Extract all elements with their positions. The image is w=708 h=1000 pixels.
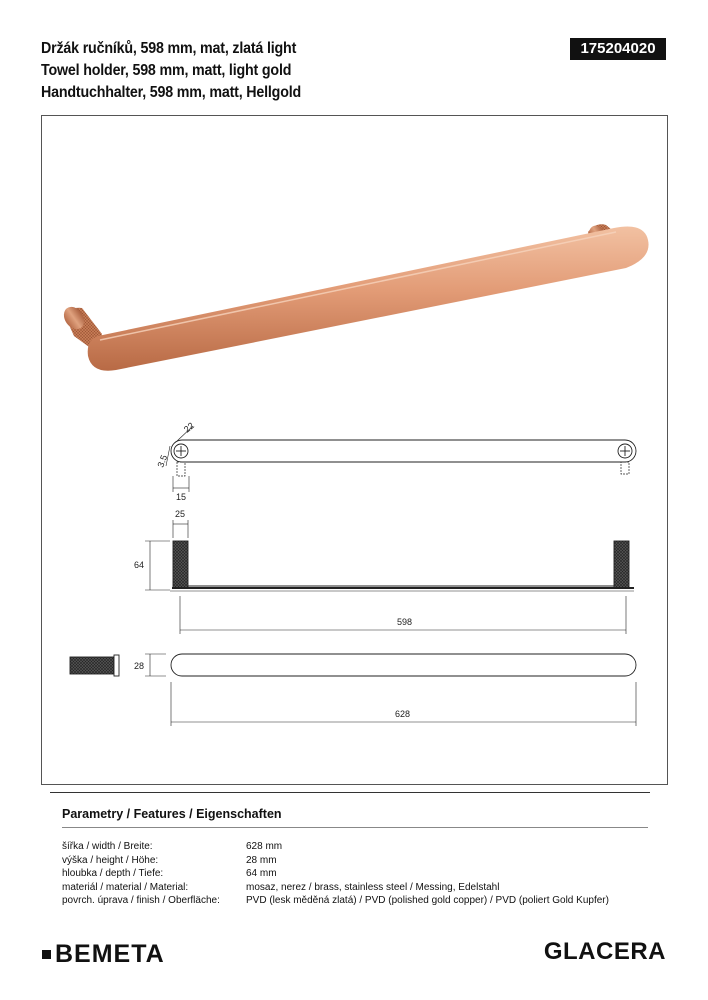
- param-value: 628 mm: [246, 841, 283, 852]
- title-english: Towel holder, 598 mm, matt, light gold: [41, 62, 292, 79]
- plan-view-drawing: [70, 654, 636, 726]
- param-label: hloubka / depth / Tiefe:: [62, 868, 164, 880]
- product-code-badge: 175204020: [570, 38, 666, 60]
- param-value: 64 mm: [246, 868, 277, 880]
- product-image: [60, 222, 649, 370]
- title-czech: Držák ručníků, 598 mm, mat, zlatá light: [41, 40, 297, 57]
- side-view-drawing: [145, 520, 634, 634]
- param-row: [62, 881, 609, 895]
- parameters-title: Parametry / Features / Eigenschaften: [62, 807, 282, 821]
- param-row: [62, 894, 609, 908]
- title-german: Handtuchhalter, 598 mm, matt, Hellgold: [41, 84, 302, 101]
- param-row: [62, 854, 609, 868]
- param-value: PVD (lesk měděná zlatá) / PVD (polished gold copper) / PVD (poliert Gold Kupfer): [246, 895, 609, 907]
- parameters-divider: [50, 792, 650, 793]
- top-view-drawing: [166, 426, 636, 492]
- param-value: 28 mm: [246, 854, 277, 866]
- param-label: výška / height / Höhe:: [62, 854, 159, 866]
- brand-logo: [42, 940, 165, 969]
- param-row: [62, 840, 609, 854]
- dim-side-25: 25: [175, 509, 186, 519]
- dim-top-15: 15: [176, 492, 187, 502]
- param-value: mosaz, nerez / brass, stainless steel / Messing, Edelstahl: [246, 881, 500, 893]
- dim-top-22: 22: [181, 420, 196, 435]
- param-label: povrch. úprava / finish / Oberfläche:: [62, 895, 220, 907]
- dim-plan-28: 28: [134, 661, 145, 671]
- parameters-subdivider: [62, 827, 648, 828]
- brand-square-icon: [42, 950, 51, 959]
- dim-side-64: 64: [134, 560, 145, 570]
- param-label: materiál / material / Material:: [62, 881, 189, 893]
- param-label: šířka / width / Breite:: [62, 841, 153, 852]
- dim-top-3-5: 3.5: [155, 453, 170, 469]
- dim-side-598: 598: [397, 617, 413, 627]
- towel-bar: [88, 227, 649, 371]
- brand-name: BEMETA: [55, 940, 165, 968]
- param-row: [62, 867, 609, 881]
- parameters-table: [62, 840, 609, 908]
- product-line-name: GLACERA: [543, 938, 666, 965]
- dim-plan-628: 628: [395, 709, 411, 719]
